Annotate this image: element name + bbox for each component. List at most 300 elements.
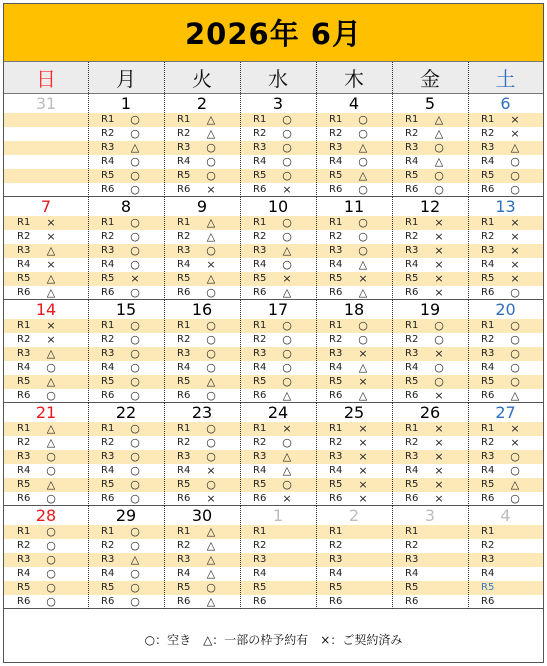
slot-status: ○: [358, 127, 368, 140]
column-divider: [316, 197, 317, 300]
slot-label: R2: [101, 540, 115, 551]
slot-label: R1: [405, 114, 419, 125]
slot-row: [240, 567, 316, 581]
weekday-label: 土: [495, 67, 516, 91]
day-cell[interactable]: [4, 197, 88, 300]
slot-row: [164, 595, 240, 609]
slot-label: R6: [253, 596, 267, 607]
slot-label: R5: [101, 170, 115, 181]
day-cell[interactable]: [240, 197, 316, 300]
slot-label: R2: [329, 334, 343, 345]
slot-status: ○: [510, 347, 520, 360]
slot-label: R6: [101, 596, 115, 607]
slot-row: [316, 155, 392, 169]
slot-status: ○: [282, 155, 292, 168]
day-number: 9: [196, 197, 208, 216]
slot-status: ×: [46, 230, 56, 243]
slot-status: ○: [130, 258, 140, 271]
slot-status: ×: [434, 272, 444, 285]
column-divider: [164, 506, 165, 609]
slot-row: [240, 450, 316, 464]
calendar-frame: [3, 3, 544, 663]
slot-label: R4: [329, 362, 343, 373]
slot-row: [88, 286, 164, 300]
column-divider: [392, 197, 393, 300]
slot-status: ○: [130, 333, 140, 346]
day-cell[interactable]: [392, 403, 468, 506]
slot-row: [88, 272, 164, 286]
slot-row: [88, 595, 164, 609]
slot-label: R4: [405, 465, 419, 476]
day-number: 3: [424, 506, 436, 525]
slot-row: [392, 389, 468, 403]
slot-row: [88, 581, 164, 595]
column-divider: [88, 197, 89, 300]
slot-row: [240, 525, 316, 539]
slot-status: △: [46, 286, 56, 299]
slot-row: [240, 244, 316, 258]
day-cell[interactable]: [240, 403, 316, 506]
slot-label: R4: [329, 465, 343, 476]
slot-label: R6: [177, 596, 191, 607]
slot-row: [88, 492, 164, 506]
slot-status: ×: [434, 450, 444, 463]
slot-status: ○: [434, 375, 444, 388]
slot-status: ○: [206, 155, 216, 168]
slot-status: △: [510, 389, 520, 402]
slot-status: ○: [130, 389, 140, 402]
slot-status: ×: [510, 422, 520, 435]
slot-label: R5: [253, 170, 267, 181]
slot-label: R1: [177, 320, 191, 331]
slot-status: ×: [434, 478, 444, 491]
day-cell[interactable]: [316, 300, 392, 403]
day-cell[interactable]: [88, 197, 164, 300]
slot-status: ×: [510, 272, 520, 285]
day-cell[interactable]: [468, 197, 543, 300]
day-cell[interactable]: [392, 300, 468, 403]
slot-label: R6: [177, 493, 191, 504]
slot-status: ○: [434, 361, 444, 374]
column-divider: [316, 506, 317, 609]
slot-row: [316, 422, 392, 436]
slot-status: △: [358, 361, 368, 374]
slot-status: ×: [434, 258, 444, 271]
day-cell[interactable]: [316, 403, 392, 506]
column-divider: [468, 506, 469, 609]
slot-label: R3: [481, 451, 495, 462]
slot-row: [316, 347, 392, 361]
slot-row: [316, 539, 392, 553]
slot-row: [240, 553, 316, 567]
column-divider: [88, 506, 89, 609]
slot-status: ○: [46, 525, 56, 538]
day-cell[interactable]: [468, 94, 543, 197]
slot-label: R2: [17, 437, 31, 448]
day-cell[interactable]: [468, 506, 543, 609]
slot-status: ×: [358, 464, 368, 477]
day-cell[interactable]: [88, 300, 164, 403]
slot-row: [468, 361, 543, 375]
slot-label: R2: [253, 128, 267, 139]
column-divider: [240, 197, 241, 300]
slot-label: R5: [17, 479, 31, 490]
slot-status: △: [282, 286, 292, 299]
slot-label: R3: [405, 348, 419, 359]
column-divider: [240, 94, 241, 197]
slot-row: [88, 553, 164, 567]
slot-row: [164, 422, 240, 436]
slot-status: ○: [130, 539, 140, 552]
day-cell[interactable]: [316, 94, 392, 197]
slot-status: △: [206, 272, 216, 285]
week-row: [4, 403, 543, 506]
slot-label: R5: [17, 582, 31, 593]
day-cell[interactable]: [164, 300, 240, 403]
slot-status: △: [206, 567, 216, 580]
slot-row: [88, 319, 164, 333]
slot-row: [316, 244, 392, 258]
slot-row: [316, 464, 392, 478]
slot-status: ○: [510, 286, 520, 299]
slot-label: R6: [481, 390, 495, 401]
slot-label: R2: [405, 540, 419, 551]
week-row: [4, 197, 543, 300]
weekday-header: [4, 61, 543, 94]
slot-status: ○: [130, 525, 140, 538]
day-number: 23: [191, 403, 213, 422]
slot-label: R3: [17, 348, 31, 359]
slot-label: R4: [329, 259, 343, 270]
slot-label: R2: [177, 540, 191, 551]
slot-status: ○: [358, 216, 368, 229]
slot-label: R6: [405, 493, 419, 504]
slot-status: ○: [510, 361, 520, 374]
slot-row: [4, 553, 88, 567]
day-number: 25: [343, 403, 365, 422]
slot-status: ○: [130, 464, 140, 477]
slot-row: [316, 436, 392, 450]
slot-status: ×: [206, 183, 216, 196]
day-cell[interactable]: [392, 197, 468, 300]
slot-row: [240, 183, 316, 197]
slot-label: R3: [17, 245, 31, 256]
day-number: 14: [35, 300, 57, 319]
day-cell[interactable]: [4, 506, 88, 609]
slot-status: ○: [206, 319, 216, 332]
slot-label: R4: [481, 362, 495, 373]
slot-label: R1: [17, 423, 31, 434]
slot-status: ×: [282, 183, 292, 196]
slot-label: R1: [101, 217, 115, 228]
day-cell[interactable]: [4, 300, 88, 403]
slot-status: ×: [282, 492, 292, 505]
legend-text: ○：空き △：一部の枠予約有 ×：ご契約済み: [144, 632, 403, 647]
slot-label: R4: [253, 362, 267, 373]
slot-status: ×: [434, 492, 444, 505]
week-row: [4, 506, 543, 609]
slot-row: [468, 113, 543, 127]
slot-label: R1: [253, 320, 267, 331]
slot-label: R3: [101, 554, 115, 565]
day-cell[interactable]: [88, 506, 164, 609]
slot-status: △: [206, 230, 216, 243]
slot-status: △: [46, 375, 56, 388]
slot-label: R3: [329, 554, 343, 565]
slot-status: ×: [510, 113, 520, 126]
slot-row: [392, 258, 468, 272]
slot-label: R6: [17, 287, 31, 298]
slot-label: R1: [17, 217, 31, 228]
column-divider: [88, 94, 89, 197]
weekday-label: 月: [116, 67, 136, 91]
slot-row: [316, 492, 392, 506]
day-cell[interactable]: [164, 197, 240, 300]
slot-label: R3: [177, 245, 191, 256]
day-cell[interactable]: [164, 403, 240, 506]
slot-row: [4, 244, 88, 258]
slot-row: [316, 581, 392, 595]
slot-row: [468, 436, 543, 450]
day-cell[interactable]: [240, 506, 316, 609]
slot-label: R3: [405, 245, 419, 256]
slot-row: [164, 389, 240, 403]
slot-row: [392, 127, 468, 141]
slot-status: △: [130, 141, 140, 154]
column-divider: [392, 300, 393, 403]
slot-label: R3: [405, 554, 419, 565]
day-cell[interactable]: [164, 506, 240, 609]
slot-row: [164, 553, 240, 567]
slot-label: R2: [481, 437, 495, 448]
slot-status: ○: [434, 183, 444, 196]
slot-label: R6: [253, 184, 267, 195]
slot-status: ○: [510, 333, 520, 346]
slot-label: R2: [101, 128, 115, 139]
slot-status: △: [206, 127, 216, 140]
slot-row: [392, 347, 468, 361]
slot-row: [316, 319, 392, 333]
slot-label: R3: [17, 451, 31, 462]
slot-label: R4: [101, 568, 115, 579]
slot-row: [316, 375, 392, 389]
day-cell[interactable]: [88, 94, 164, 197]
slot-row: [392, 450, 468, 464]
weekday-label: 金: [420, 67, 440, 91]
slot-status: △: [434, 127, 444, 140]
slot-status: ○: [206, 422, 216, 435]
slot-label: R3: [101, 348, 115, 359]
slot-status: ○: [46, 581, 56, 594]
slot-label: R1: [329, 423, 343, 434]
slot-row: [4, 478, 88, 492]
slot-label: R2: [481, 334, 495, 345]
slot-row: [164, 539, 240, 553]
day-cell[interactable]: [392, 506, 468, 609]
slot-label: R4: [481, 568, 495, 579]
slot-row: [316, 525, 392, 539]
slot-row: [240, 347, 316, 361]
slot-status: ○: [206, 361, 216, 374]
slot-label: R5: [253, 376, 267, 387]
day-cell[interactable]: [240, 300, 316, 403]
slot-row: [316, 595, 392, 609]
slot-status: ○: [358, 183, 368, 196]
day-cell[interactable]: [316, 197, 392, 300]
slot-status: △: [358, 286, 368, 299]
column-divider: [468, 94, 469, 197]
slot-label: R3: [481, 554, 495, 565]
slot-row: [164, 141, 240, 155]
week-row: [4, 94, 543, 197]
day-cell[interactable]: [240, 94, 316, 197]
slot-row: [240, 319, 316, 333]
slot-row: [4, 436, 88, 450]
column-divider: [316, 62, 317, 93]
slot-status: ○: [282, 333, 292, 346]
slot-label: R4: [405, 259, 419, 270]
slot-status: ×: [206, 492, 216, 505]
slot-label: R2: [329, 540, 343, 551]
slot-status: ○: [358, 319, 368, 332]
slot-row: [240, 492, 316, 506]
slot-label: R1: [17, 320, 31, 331]
day-cell[interactable]: [468, 300, 543, 403]
day-cell[interactable]: [4, 94, 88, 197]
slot-label: R4: [405, 568, 419, 579]
day-number: 30: [191, 506, 213, 525]
slot-label: R4: [329, 568, 343, 579]
slot-row: [240, 258, 316, 272]
slot-row: [164, 319, 240, 333]
day-cell[interactable]: [468, 403, 543, 506]
slot-status: ○: [510, 492, 520, 505]
weekday-label: 水: [268, 67, 288, 91]
slot-status: ×: [282, 422, 292, 435]
slot-row: [468, 595, 543, 609]
slot-row: [88, 230, 164, 244]
slot-status: ○: [130, 450, 140, 463]
slot-label: R3: [253, 142, 267, 153]
column-divider: [316, 300, 317, 403]
slot-label: R5: [177, 479, 191, 490]
slot-status: ×: [510, 258, 520, 271]
slot-label: R4: [405, 362, 419, 373]
slot-status: △: [206, 375, 216, 388]
day-cell[interactable]: [164, 94, 240, 197]
slot-status: ○: [130, 244, 140, 257]
slot-status: ○: [434, 333, 444, 346]
day-number: 12: [419, 197, 441, 216]
slot-status: ×: [206, 464, 216, 477]
slot-status: ×: [46, 333, 56, 346]
slot-row: [240, 272, 316, 286]
slot-row: [392, 183, 468, 197]
slot-status: ○: [282, 141, 292, 154]
slot-row: [316, 216, 392, 230]
slot-row: [240, 436, 316, 450]
slot-label: R6: [405, 596, 419, 607]
slot-row: [240, 539, 316, 553]
week-row: [4, 300, 543, 403]
slot-label: R1: [481, 423, 495, 434]
slot-row: [88, 361, 164, 375]
slot-status: ○: [206, 169, 216, 182]
slot-row: [392, 141, 468, 155]
slot-label: R6: [481, 596, 495, 607]
slot-status: ×: [434, 389, 444, 402]
slot-status: ×: [358, 272, 368, 285]
column-divider: [164, 62, 165, 93]
slot-row: [392, 319, 468, 333]
slot-status: ×: [510, 436, 520, 449]
slot-status: ×: [434, 436, 444, 449]
slot-row: [88, 450, 164, 464]
legend: [4, 616, 543, 662]
slot-row: [392, 230, 468, 244]
slot-row: [316, 113, 392, 127]
slot-row: [4, 347, 88, 361]
slot-label: R5: [253, 273, 267, 284]
slot-status: ○: [130, 595, 140, 608]
column-divider: [392, 506, 393, 609]
slot-label: R5: [405, 376, 419, 387]
day-cell[interactable]: [4, 403, 88, 506]
slot-row: [88, 375, 164, 389]
slot-status: ○: [130, 375, 140, 388]
slot-row: [392, 492, 468, 506]
slot-row: [88, 244, 164, 258]
slot-row: [4, 361, 88, 375]
slot-row: [468, 347, 543, 361]
slot-label: R4: [17, 568, 31, 579]
slot-status: ○: [46, 464, 56, 477]
slot-status: ○: [46, 595, 56, 608]
slot-row: [4, 525, 88, 539]
slot-row: [4, 230, 88, 244]
slot-row: [88, 478, 164, 492]
slot-row: [88, 333, 164, 347]
slot-label: R3: [329, 245, 343, 256]
slot-label: R3: [481, 348, 495, 359]
day-cell[interactable]: [316, 506, 392, 609]
day-cell[interactable]: [88, 403, 164, 506]
slot-label: R6: [177, 184, 191, 195]
slot-row: [468, 422, 543, 436]
slot-row: [164, 464, 240, 478]
day-number: 18: [343, 300, 365, 319]
slot-row: [468, 389, 543, 403]
day-cell[interactable]: [392, 94, 468, 197]
slot-label: R1: [177, 526, 191, 537]
slot-label: R1: [253, 526, 267, 537]
slot-label: R5: [177, 582, 191, 593]
column-divider: [88, 403, 89, 506]
slot-row: [392, 113, 468, 127]
column-divider: [240, 506, 241, 609]
slot-status: ○: [358, 244, 368, 257]
slot-row: [4, 450, 88, 464]
slot-status: △: [206, 553, 216, 566]
slot-label: R2: [101, 437, 115, 448]
slot-label: R4: [177, 362, 191, 373]
slot-row: [88, 258, 164, 272]
slot-label: R1: [481, 217, 495, 228]
slot-row: [240, 595, 316, 609]
column-divider: [164, 300, 165, 403]
slot-row: [164, 492, 240, 506]
slot-status: ○: [206, 244, 216, 257]
